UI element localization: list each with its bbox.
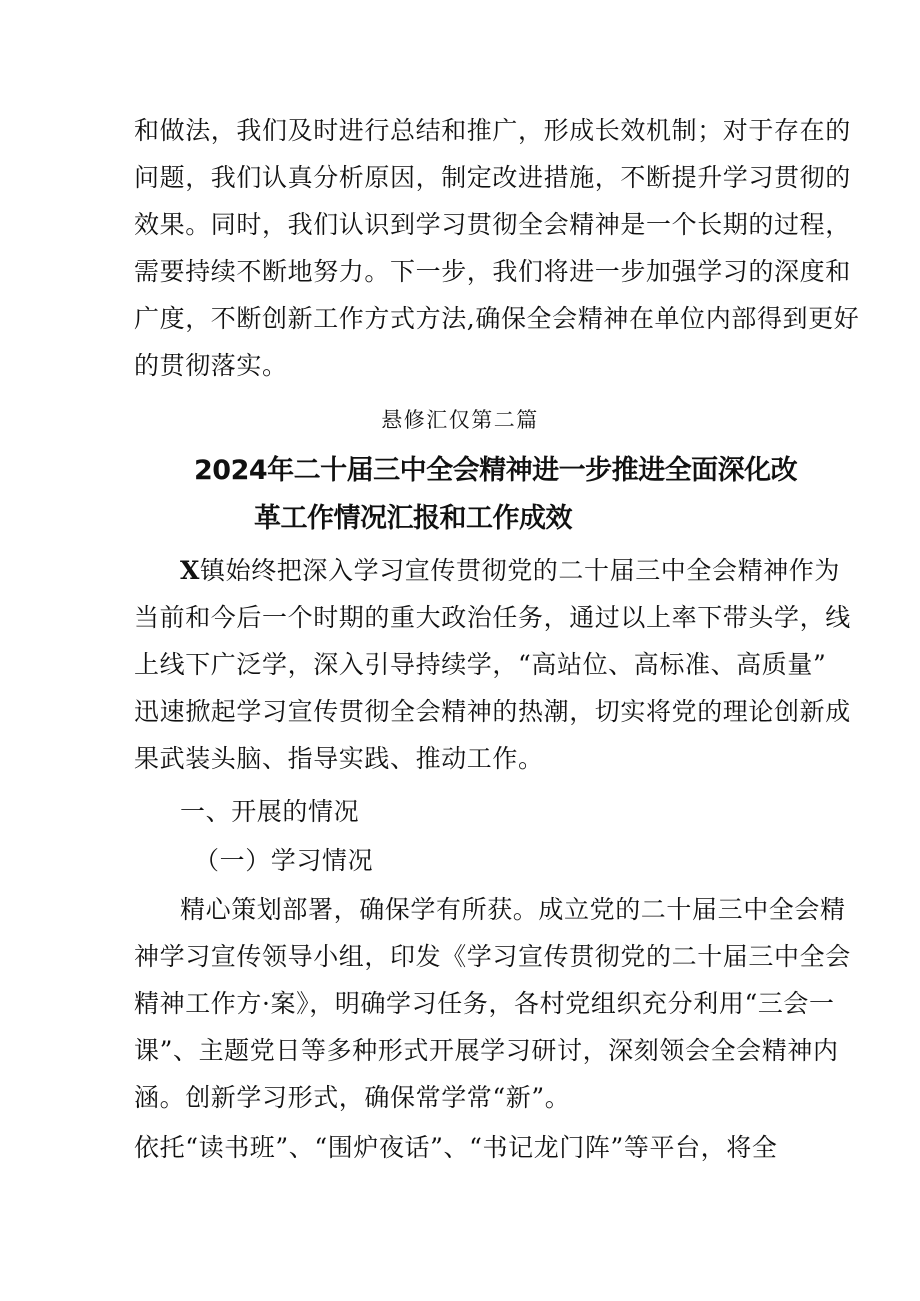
study-line-1: 精心策划部署，确保学有所获。成立党的二十届三中全会精 xyxy=(180,895,846,924)
body-line-1-text: 镇始终把深入学习宣传贯彻党的二十届三中全会精神作为 xyxy=(200,556,841,585)
intro-line-6: 的贯彻落实。 xyxy=(134,351,288,380)
intro-line-3: 效果。同时，我们认识到学习贯彻全会精神是一个长期的过程， xyxy=(134,210,851,239)
document-title-line-2: 革工作情况汇报和工作成效 xyxy=(254,503,572,534)
study-line-2: 神学习宣传领导小组，印发《学习宣传贯彻党的二十届三中全会 xyxy=(134,942,851,971)
intro-line-1: 和做法，我们及时进行总结和推广，形成长效机制；对于存在的 xyxy=(134,116,851,145)
heading-level-2: （一）学习情况 xyxy=(194,846,374,875)
body-line-1 xyxy=(180,554,840,588)
body-line-3: 上线下广泛学，深入引导持续学，“高站位、高标准、高质量” xyxy=(134,650,827,679)
heading-level-1: 一、开展的情况 xyxy=(180,797,360,826)
study-line-3: 精神工作方·案》，明确学习任务，各村党组织充分利用“三会一 xyxy=(134,989,835,1018)
section-caption: 悬修汇仅第二篇 xyxy=(381,408,539,432)
intro-line-2: 问题，我们认真分析原因，制定改进措施，不断提升学习贯彻的 xyxy=(134,163,851,192)
study-line-4: 课”、主题党日等多种形式开展学习研讨，深刻领会全会精神内 xyxy=(134,1036,839,1065)
intro-line-4: 需要持续不断地努力。下一步，我们将进一步加强学习的深度和 xyxy=(134,257,851,286)
body-line-2: 当前和今后一个时期的重大政治任务，通过以上率下带头学，线 xyxy=(134,603,851,632)
study-line-6: 依托“读书班”、“围炉夜话”、“书记龙门阵”等平台，将全 xyxy=(134,1133,778,1162)
study-line-5: 涵。创新学习形式，确保常学常“新”。 xyxy=(134,1083,571,1112)
body-first-char: X xyxy=(180,556,200,585)
document-title-line-1: 2024年二十届三中全会精神进一步推进全面深化改 xyxy=(194,455,798,486)
intro-line-5: 广度，不断创新工作方式方法,确保全会精神在单位内部得到更好 xyxy=(134,304,860,333)
body-line-4: 迅速掀起学习宣传贯彻全会精神的热潮，切实将党的理论创新成 xyxy=(134,697,851,726)
body-line-5: 果武装头脑、指导实践、推动工作。 xyxy=(134,744,544,773)
